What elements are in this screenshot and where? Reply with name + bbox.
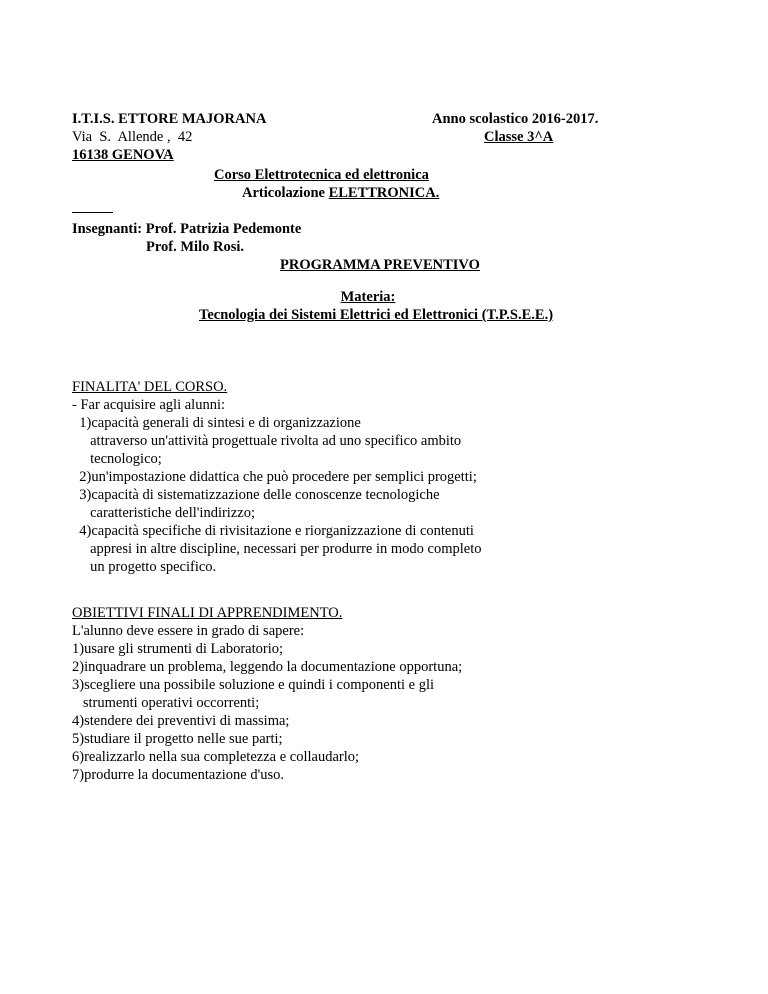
finalita-list [72,396,712,576]
teachers-label: Insegnanti: [72,221,143,237]
teacher-1: Prof. Patrizia Pedemonte [145,221,302,237]
list-item: appresi in altre discipline, necessari per produrre in modo completo [72,541,482,557]
school-address: Via S. Allende , 42 [72,129,193,145]
list-item: 6)realizzarlo nella sua completezza e collaudarlo; [72,749,360,765]
program-title: PROGRAMMA PREVENTIVO [280,257,480,273]
course-line1: Corso Elettrotecnica ed elettronica [214,167,429,183]
course-articulation-prefix: Articolazione [242,185,329,201]
list-item: - Far acquisire agli alunni: [72,397,226,413]
list-item: 2)inquadrare un problema, leggendo la documentazione opportuna; [72,659,463,675]
list-item: tecnologico; [72,451,162,467]
list-item: 2)un'impostazione didattica che può procedere per semplici progetti; [72,469,477,485]
list-item: caratteristiche dell'indirizzo; [72,505,255,521]
list-item: 1)usare gli strumenti di Laboratorio; [72,641,284,657]
obiettivi-heading: OBIETTIVI FINALI DI APPRENDIMENTO. [72,605,343,621]
subject-name: Tecnologia dei Sistemi Elettrici ed Elettronici (T.P.S.E.E.) [199,307,554,323]
list-item: un progetto specifico. [72,559,217,575]
list-item: 4)stendere dei preventivi di massima; [72,713,290,729]
list-item: 3)scegliere una possibile soluzione e quindi i componenti e gli [72,677,435,693]
list-item: 1)capacità generali di sintesi e di organizzazione [72,415,361,431]
list-item: 7)produrre la documentazione d'uso. [72,767,284,783]
short-rule [72,212,113,213]
list-item: L'alunno deve essere in grado di sapere: [72,623,305,639]
course-articulation: ELETTRONICA. [328,185,440,201]
teacher-2: Prof. Milo Rosi. [146,239,244,255]
list-item: 3)capacità di sistematizzazione delle conoscenze tecnologiche [72,487,440,503]
list-item: attraverso un'attività progettuale rivolta ad uno specifico ambito [72,433,462,449]
subject-label [0,288,768,306]
list-item: 4)capacità specifiche di rivisitazione e riorganizzazione di contenuti [72,523,474,539]
list-item: 5)studiare il progetto nelle sue parti; [72,731,283,747]
teachers-line [72,220,301,238]
list-item: strumenti operativi occorrenti; [72,695,260,711]
class-label: Classe 3^A [484,129,554,145]
school-city: 16138 GENOVA [72,147,174,163]
finalita-heading: FINALITA' DEL CORSO. [72,379,228,395]
school-year: Anno scolastico 2016-2017. [432,111,599,127]
school-name: I.T.I.S. ETTORE MAJORANA [72,111,267,127]
course-line2 [242,184,439,202]
obiettivi-list [72,622,712,784]
subject-label-text: Materia: [340,289,396,305]
